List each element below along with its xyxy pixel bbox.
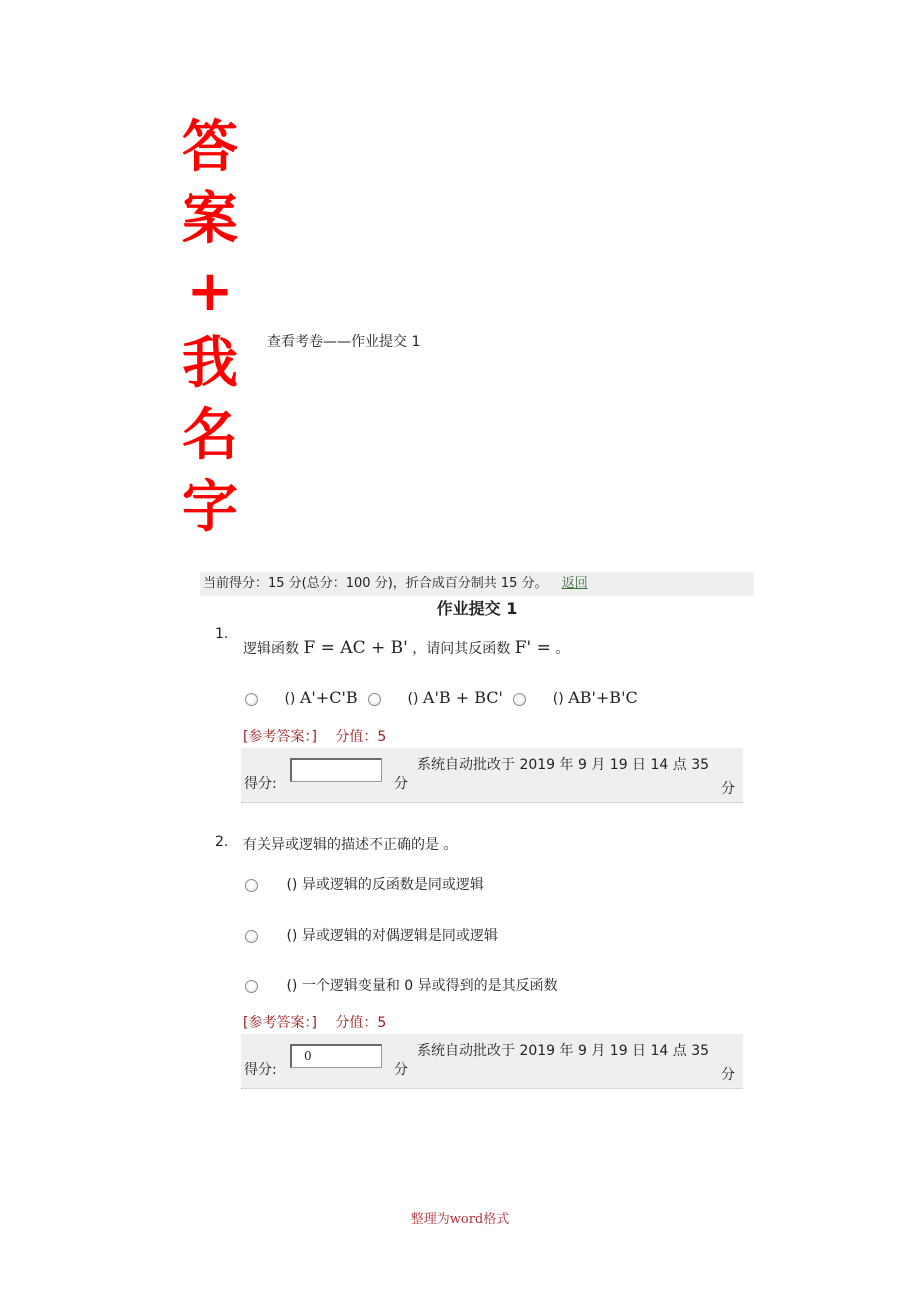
radio-icon[interactable] (513, 693, 526, 706)
option-prefix: () (286, 978, 298, 994)
auto-grade-text: 系统自动批改于 2019 年 9 月 19 日 14 点 35 (417, 1043, 710, 1059)
option-b-text: A'B + BC' (422, 688, 503, 707)
option-a-text: A'+C'B (299, 688, 358, 707)
radio-icon[interactable] (245, 879, 258, 892)
grade-label: 得分: (244, 1062, 277, 1078)
question-1-answer (243, 726, 386, 746)
stamp-char: 字 (182, 475, 238, 540)
footer-note: 整理为word格式 (410, 1212, 510, 1227)
score-summary-bar (200, 572, 754, 596)
reference-answer-label: [参考答案：] (243, 729, 317, 745)
inverse-formula: F' = (514, 638, 551, 658)
option-text: 一个逻辑变量和 0 异或得到的是其反函数 (301, 978, 558, 994)
auto-grade-text: 系统自动批改于 2019 年 9 月 19 日 14 点 35 (417, 757, 710, 773)
question-1-stem (243, 638, 569, 658)
stamp-char: 答 (182, 115, 238, 180)
option-prefix: () (284, 691, 296, 707)
question-2-option-2 (245, 925, 498, 945)
radio-icon[interactable] (368, 693, 381, 706)
question-1-grade-box (241, 748, 743, 803)
option-prefix: () (286, 877, 298, 893)
stamp-char: + (186, 259, 234, 324)
function-formula: F = AC + B' (303, 638, 408, 658)
question-1-number: 1. (215, 626, 229, 642)
auto-grade-unit: 分 (721, 1067, 735, 1083)
question-1-options (245, 688, 638, 707)
option-text: 异或逻辑的反函数是同或逻辑 (301, 877, 484, 893)
question-2-option-1 (245, 874, 484, 894)
auto-grade-unit: 分 (721, 781, 735, 797)
question-2-answer (243, 1012, 386, 1032)
grade-unit: 分 (394, 1062, 408, 1078)
question-2-stem: 有关异或逻辑的描述不正确的是 。 (243, 837, 458, 853)
answer-name-stamp (178, 112, 242, 544)
grade-unit: 分 (394, 776, 408, 792)
points-label: 分值：5 (335, 1015, 387, 1031)
option-prefix: () (286, 928, 298, 944)
radio-icon[interactable] (245, 930, 258, 943)
question-2-option-3 (245, 975, 558, 995)
grade-input[interactable]: 0 (290, 1044, 382, 1068)
option-text: 异或逻辑的对偶逻辑是同或逻辑 (301, 928, 498, 944)
stamp-char: 名 (182, 403, 238, 468)
page-title: 查看考卷——作业提交 1 (267, 334, 421, 350)
question-2-grade-box (241, 1034, 743, 1089)
grade-input[interactable] (290, 758, 382, 782)
radio-icon[interactable] (245, 980, 258, 993)
option-prefix: () (552, 691, 564, 707)
stem-prefix: 逻辑函数 (243, 641, 299, 657)
option-prefix: () (407, 691, 419, 707)
stem-middle: ，请问其反函数 (412, 641, 511, 657)
section-title: 作业提交 1 (436, 599, 518, 618)
question-2-number: 2. (215, 834, 229, 850)
option-c-text: AB'+B'C (568, 688, 638, 707)
stamp-char: 我 (182, 331, 238, 396)
reference-answer-label: [参考答案：] (243, 1015, 317, 1031)
radio-icon[interactable] (245, 693, 258, 706)
return-link[interactable]: 返回 (561, 576, 588, 591)
score-summary-text: 当前得分：15 分(总分：100 分)，折合成百分制共 15 分。 (203, 576, 548, 591)
points-label: 分值：5 (335, 729, 387, 745)
grade-label: 得分: (244, 776, 277, 792)
stamp-char: 案 (182, 187, 238, 252)
stem-suffix: 。 (555, 641, 570, 657)
